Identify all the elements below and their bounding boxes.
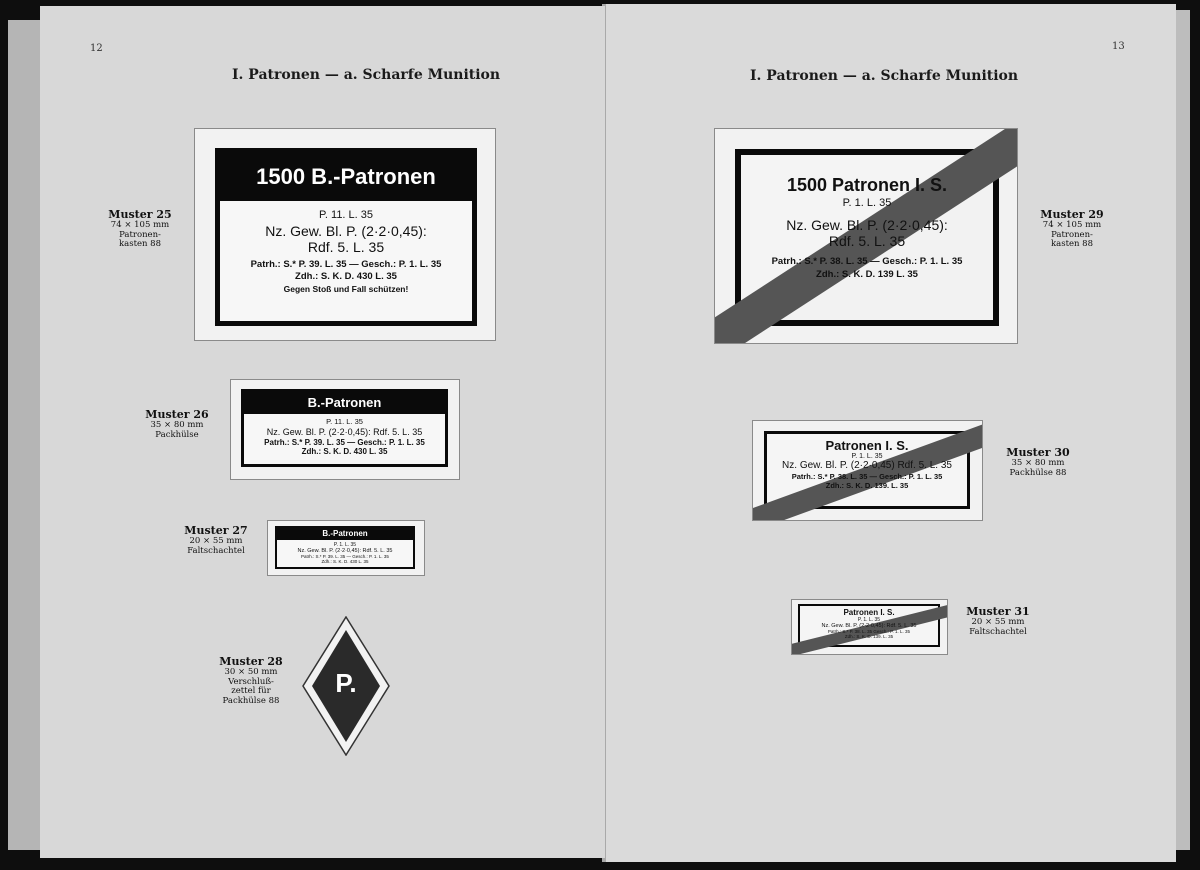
caption-title: Muster 30 — [1006, 446, 1070, 459]
label-line: Patrh.: S.* P. 38. L. 35 Gesch.: P. 1. L. 35 — [827, 629, 911, 634]
label-line: Patrh.: S.* P. 39. L. 35 — Gesch.: P. 1. L. 35 — [301, 554, 389, 559]
label-line: Nz. Gew. Bl. P. (2·2·0,45) Rdf. 5. L. 35 — [782, 460, 952, 471]
caption-muster-28 — [211, 656, 291, 706]
caption-muster-26 — [137, 409, 217, 440]
caption-title: Muster 25 — [108, 208, 172, 221]
label-line: Nz. Gew. Bl. P. (2·2·0,45): Rdf. 5. L. 35 — [297, 548, 393, 554]
label-headline: 1500 B.-Patronen — [220, 153, 472, 201]
diamond-label-muster-28 — [302, 616, 390, 756]
page-number-right: 13 — [1112, 41, 1125, 52]
label-line: P. 1. L. 35 — [333, 542, 357, 548]
diamond-letter: P. — [335, 668, 357, 698]
label-line: Zdh.: S. K. D. 139. L. 35 — [844, 634, 894, 639]
label-line: Patrh.: S.* P. 38. L. 35 — Gesch.: P. 1. L. 35 — [791, 472, 943, 481]
caption-muster-30 — [998, 447, 1078, 478]
label-card-muster-27 — [267, 520, 425, 576]
page-header-right: I. Patronen — a. Scharfe Munition — [750, 68, 1019, 84]
page-stack-edge-left — [8, 20, 42, 850]
caption-note: Packhülse 88 — [1009, 467, 1067, 478]
page-number-left: 12 — [90, 43, 103, 54]
label-frame — [275, 526, 415, 569]
label-card-muster-30 — [752, 420, 983, 521]
caption-size: 20 × 55 mm — [189, 536, 243, 547]
label-card-muster-26 — [230, 379, 460, 480]
label-frame — [241, 389, 448, 467]
caption-title: Muster 29 — [1040, 208, 1104, 221]
caption-muster-31 — [958, 606, 1038, 637]
label-line: Zdh.: S. K. D. 430 L. 35 — [321, 559, 369, 564]
label-headline: B.-Patronen — [277, 528, 413, 540]
label-card-muster-29 — [714, 128, 1018, 344]
caption-note: Packhülse 88 — [222, 695, 280, 706]
caption-title: Muster 28 — [219, 655, 283, 668]
caption-size: 30 × 50 mm — [224, 667, 278, 678]
caption-size: 74 × 105 mm — [110, 220, 170, 231]
label-line: Patrh.: S.* P. 39. L. 35 — Gesch.: P. 1. L. 35 — [250, 259, 442, 270]
label-line: P. 1. L. 35 — [842, 197, 892, 209]
caption-note: zettel für — [231, 686, 271, 697]
caption-muster-27 — [176, 525, 256, 556]
label-line: Zdh.: S. K. D. 430 L. 35 — [301, 447, 388, 456]
caption-size: 20 × 55 mm — [971, 617, 1025, 628]
label-frame — [215, 148, 477, 326]
label-line: Nz. Gew. Bl. P. (2·2·0,45): Rdf. 5. L. 35 — [266, 427, 423, 437]
caption-muster-25 — [100, 209, 180, 250]
caption-note: kasten 88 — [118, 239, 162, 250]
caption-size: 74 × 105 mm — [1042, 220, 1102, 231]
label-line: Nz. Gew. Bl. P. (2·2·0,45): — [265, 223, 427, 239]
label-card-muster-31 — [791, 599, 948, 655]
label-line: Zdh.: S. K. D. 139 L. 35 — [816, 269, 918, 280]
caption-note: Verschluß- — [228, 676, 274, 687]
label-headline: Patronen I. S. — [843, 608, 895, 617]
label-line: P. 11. L. 35 — [318, 209, 374, 221]
caption-note: Faltschachtel — [187, 545, 245, 556]
label-line: Zdh.: S. K. D. 139. L. 35 — [825, 481, 909, 490]
label-line: Rdf. 5. L. 35 — [307, 239, 385, 255]
label-line: Rdf. 5. L. 35 — [828, 233, 906, 249]
caption-title: Muster 27 — [184, 524, 248, 537]
label-card-muster-25 — [194, 128, 496, 341]
label-headline: B.-Patronen — [244, 392, 445, 414]
caption-muster-29 — [1032, 209, 1112, 250]
page-header-left: I. Patronen — a. Scharfe Munition — [232, 67, 501, 83]
label-line: P. 1. L. 35 — [857, 617, 881, 623]
label-warning: Gegen Stoß und Fall schützen! — [283, 284, 409, 294]
label-line: P. 1. L. 35 — [851, 453, 883, 460]
caption-note: Patronen- — [119, 229, 161, 240]
label-line: P. 11. L. 35 — [326, 417, 363, 426]
label-line: Zdh.: S. K. D. 430 L. 35 — [295, 271, 397, 282]
label-line: Nz. Gew. Bl. P. (2·2·0,45): — [786, 217, 948, 233]
label-line: Nz. Gew. Bl. P. (2·2·0,45): Rdf. 5. L. 35 — [821, 623, 917, 629]
caption-title: Muster 26 — [145, 408, 209, 421]
caption-size: 35 × 80 mm — [150, 420, 204, 431]
caption-note: kasten 88 — [1050, 239, 1094, 250]
label-headline: Patronen I. S. — [825, 438, 909, 453]
label-line: Patrh.: S.* P. 39. L. 35 — Gesch.: P. 1. L. 35 — [264, 438, 425, 447]
caption-size: 35 × 80 mm — [1011, 458, 1065, 469]
caption-note: Patronen- — [1051, 229, 1093, 240]
caption-note: Faltschachtel — [969, 626, 1027, 637]
caption-title: Muster 31 — [966, 605, 1030, 618]
caption-note: Packhülse — [155, 429, 199, 440]
label-line: Patrh.: S.* P. 38. L. 35 — Gesch.: P. 1. L. 35 — [771, 256, 963, 267]
label-headline: 1500 Patronen I. S. — [786, 175, 948, 195]
